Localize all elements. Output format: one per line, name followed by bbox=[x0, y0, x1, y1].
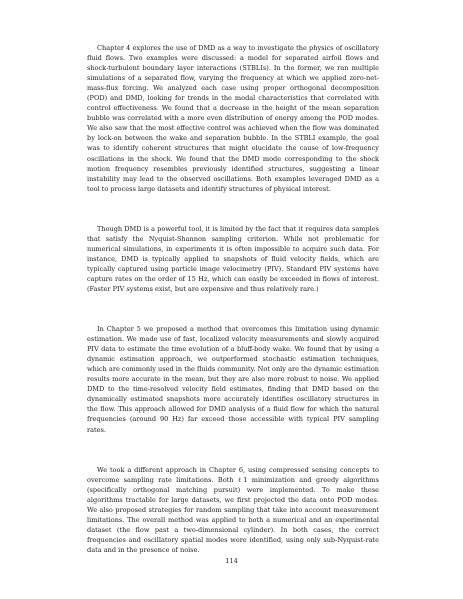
paragraph-dmd-limitation: Though DMD is a powerful tool, it is limited by the fact that it requires data samples that satisfy the Nyquist-Shannon sampling criterion. While not problematic for numerical simulations, in experiments it is often impossible to acquire such data. For instance, DMD is typically applied to snapshots of fluid velocity fields, which are typically captured using particle image velocimetry (PIV). Standard PIV systems have capture rates on the order of 15 Hz, which can easily be exceeded in flows of interest. (Faster PIV systems exist, but are expensive and thus relatively rare.) bbox=[87, 224, 379, 293]
page-body bbox=[87, 43, 379, 555]
paragraph-chapter-4-summary: Chapter 4 explores the use of DMD as a way to investigate the physics of oscillatory fluid flows. Two examples were discussed: a model for separated airfoil flows and shock-turbulent boundary layer interactions (STBLIs). In the former, we ran multiple simulations of a separated flow, varying the frequency at which we applied zero-net-mass-flux forcing. We analyzed each case using proper orthogonal decomposition (POD) and DMD, looking for trends in the modal characteristics that correlated with control effectiveness. We found that a decrease in the height of the mean separation bubble was correlated with a more even distribution of energy among the POD modes. We also saw that the most effective control was achieved when the flow was dominated by lock-on between the wake and separation bubble. In the STBLI example, the goal was to identify coherent structures that might elucidate the cause of low-frequency oscillations in the shock. We found that the DMD mode corresponding to the shock motion frequency resembles previously identified structures, suggesting a linear instability may lead to the observed oscillations. Both examples leveraged DMD as a tool to process large datasets and identify structures of physical interest. bbox=[87, 44, 379, 193]
page-number: 114 bbox=[225, 557, 238, 565]
paragraph-chapter-5-summary: In Chapter 5 we proposed a method that overcomes this limitation using dynamic estimation. We made use of fast, localized velocity measurements and slowly acquired PIV data to estimate the time evolution of a bluff-body wake. We found that by using a dynamic estimation approach, we outperformed stochastic estimation techniques, which are commonly used in the fluids community. Not only are the dynamic estimation results more accurate in the mean, but they are also more robust to noise. We applied DMD to the time-resolved velocity field estimates, finding that DMD based on the dynamically estimated snapshots more accurately identifies oscillatory structures in the flow. This approach allowed for DMD analysis of a fluid flow for which the natural frequencies (around 90 Hz) far exceed those accessible with typical PIV sampling rates. bbox=[87, 325, 379, 434]
paragraph-chapter-6-summary: We took a different approach in Chapter 6, using compressed sensing concepts to overcome sampling rate limitations. Both ℓ1 minimization and greedy algorithms (specifically orthogonal matching pursuit) were implemented. To make these algorithms tractable for large datasets, we first projected the data onto POD modes. We also proposed strategies for random sampling that take into account measurement limitations. The overall method was applied to both a numerical and an experimental dataset (the flow past a two-dimensional cylinder). In both cases, the correct frequencies and oscillatory spatial modes were identified, using only sub-Nyquist-rate data and in the presence of noise. bbox=[87, 465, 379, 554]
